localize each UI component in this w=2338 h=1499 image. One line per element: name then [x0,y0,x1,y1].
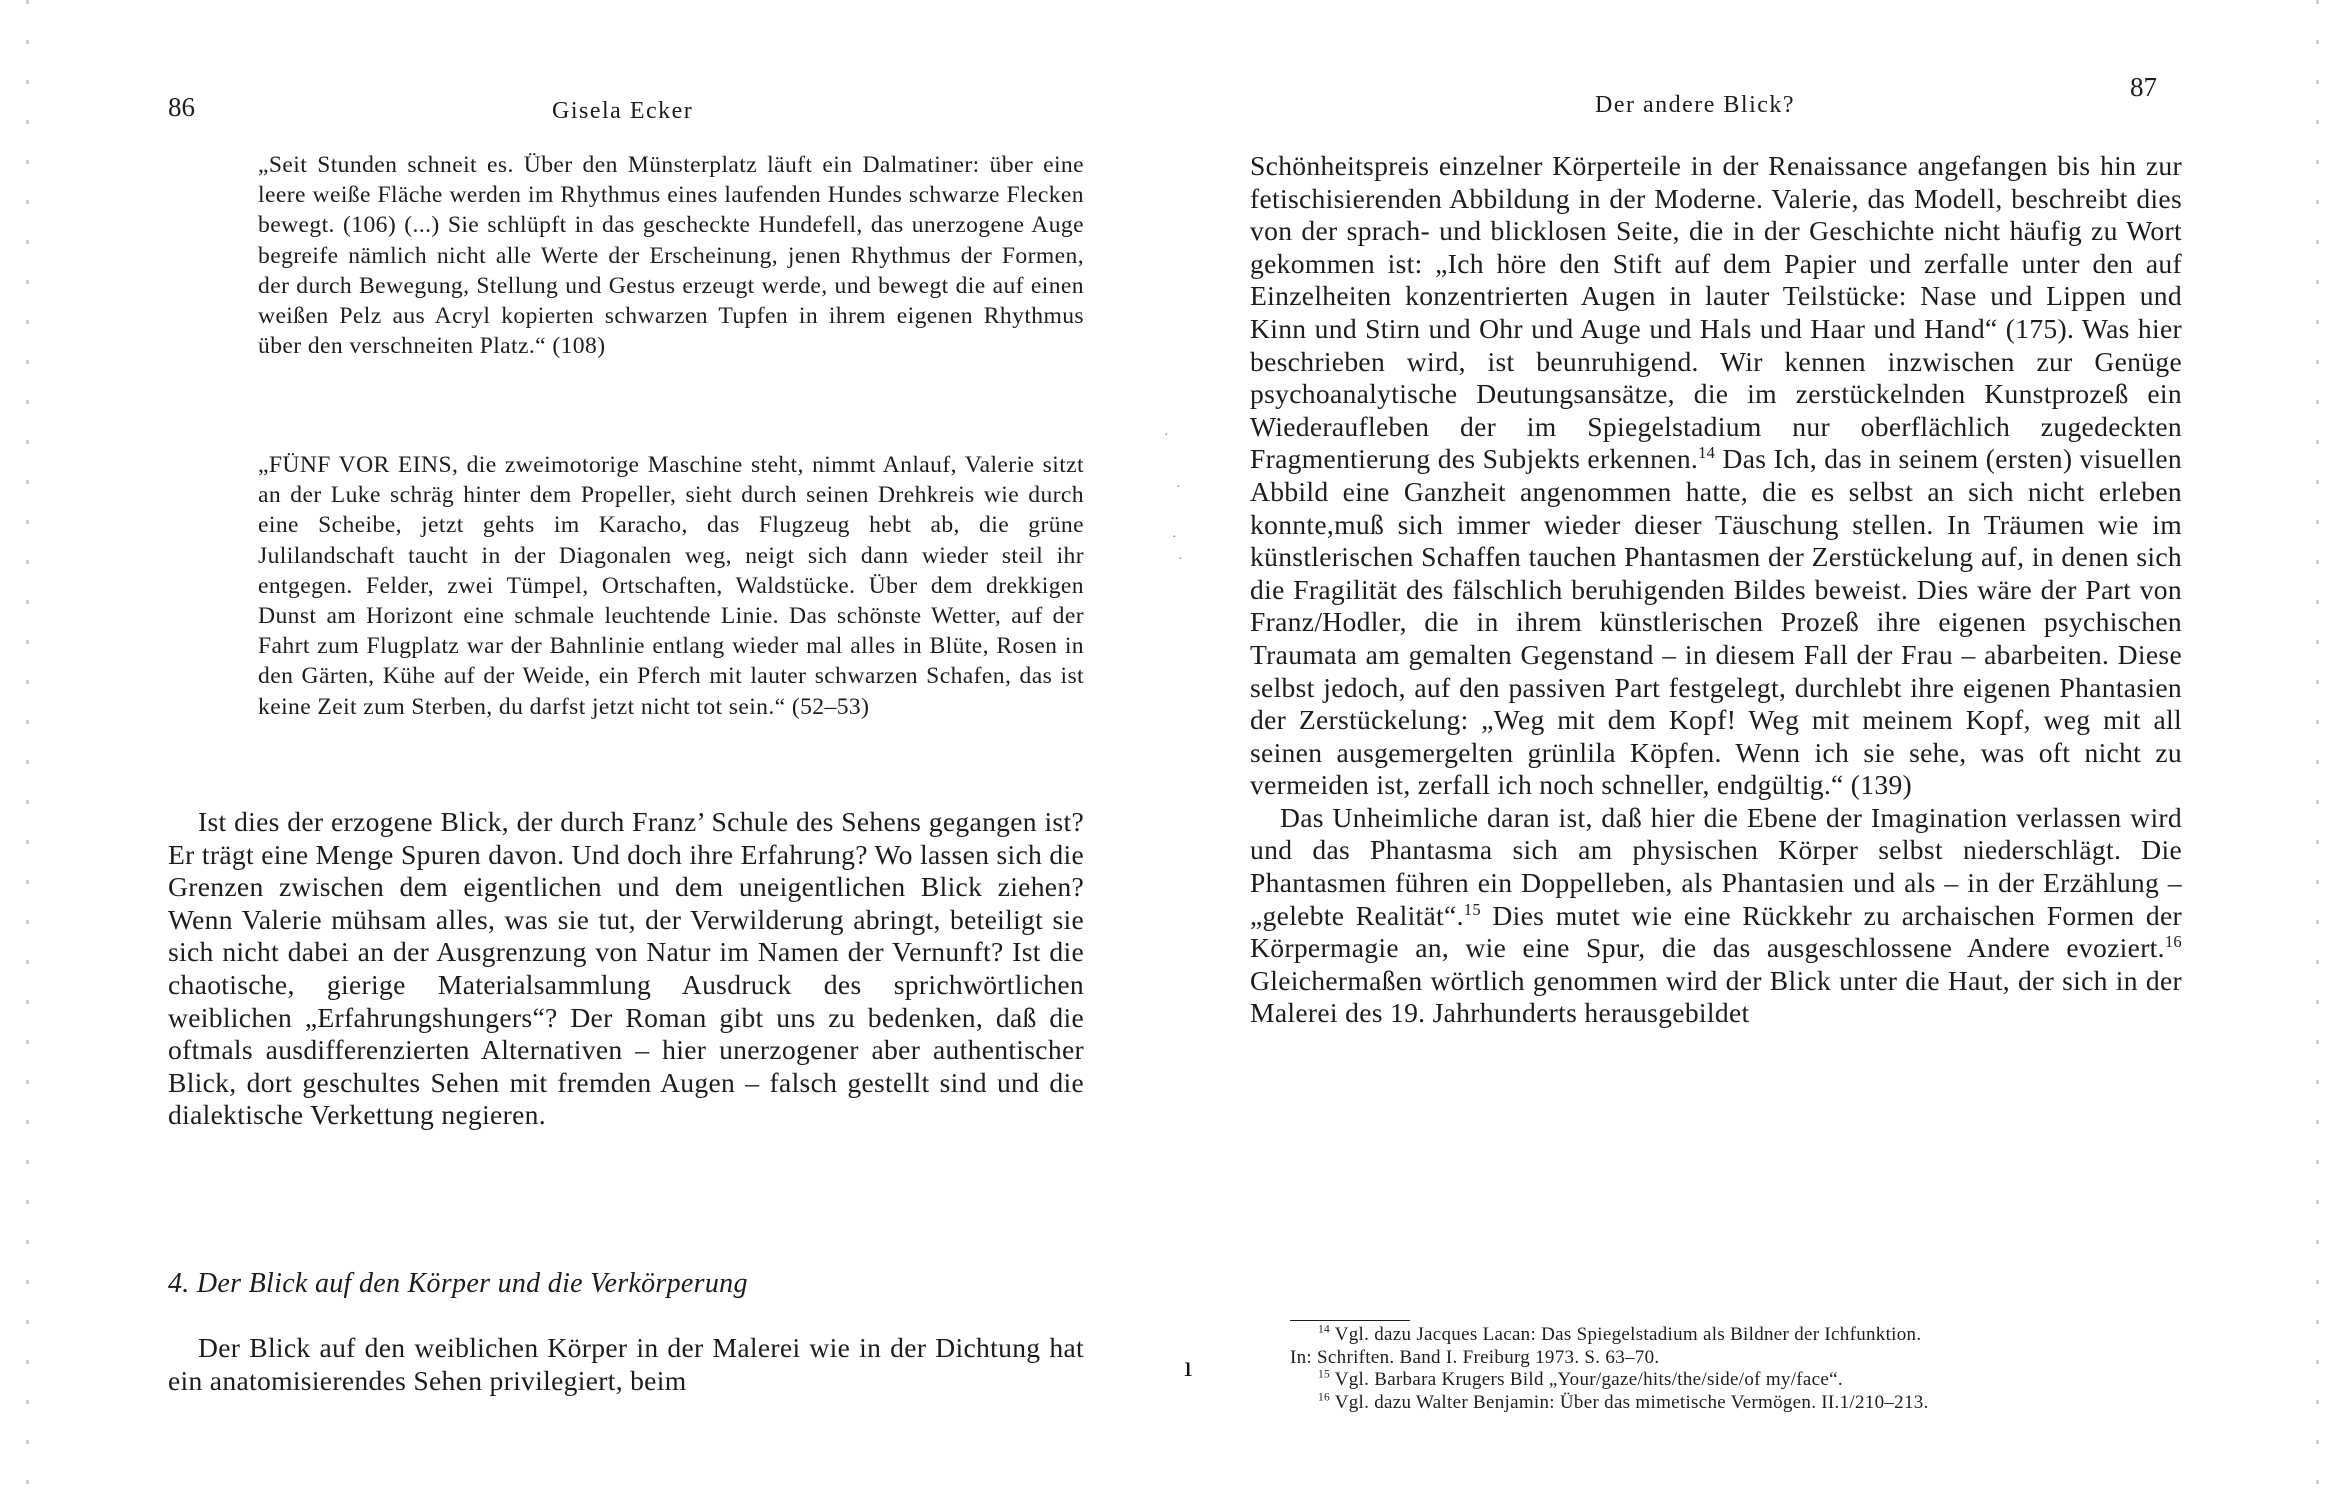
gutter-dot-1: · [1164,428,1169,443]
footnote-ref-16[interactable]: 16 [2164,932,2182,952]
paragraph-schoenheitspreis [1250,150,2182,802]
gutter-dot-4: · [1178,552,1183,567]
gutter-bar: ı [1184,1350,1193,1383]
footnote-ref-15[interactable]: 15 [1463,899,1481,919]
footnote-number-16: 16 [1318,1391,1330,1404]
paragraph-unheimliche-part1: Das Unheimliche daran ist, daß hier die Ebene der Imagination verlassen wird und das Phantasma sich am physischen Körper selbst niederschlägt. Die Phantasmen führen ein Doppelleben, als Phantasien und als – in der Erzählung – „gelebte Realität“. [1250,801,2182,931]
footnote-15 [1290,1369,2220,1392]
right-page [1170,0,2338,1499]
quote-dalmatiner: „Seit Stunden schneit es. Über den Münsterplatz läuft ein Dalmatiner: über eine leere weiße Fläche werden im Rhythmus eines laufenden Hundes schwarze Flecken bewegt. (106) (...) Sie schlüpft in das gescheckte Hundefell, das unerzogene Auge begreife nämlich nicht alle Werte der Erscheinung, jenen Rhythmus der Formen, der durch Bewegung, Stellung und Gestus erzeugt werde, und bewegt die auf einen weißen Pelz aus Acryl kopierten schwarzen Tupfen in ihrem eigenen Rhythmus über den verschneiten Platz.“ (108) [258,152,1084,360]
footnotes [1290,1310,2220,1414]
right-running-head: Der andere Blick? [1595,92,1796,118]
quote-block-1 [258,150,1084,361]
gutter-dot-2: · [1176,480,1181,495]
right-page-number: 87 [2130,72,2157,102]
left-running-head: Gisela Ecker [552,98,694,124]
left-body-text [168,806,1084,1132]
footnote-14 [1290,1324,2220,1347]
paragraph-unheimliche-part3: Gleichermaßen wörtlich genommen wird der Blick unter die Haut, der sich in der Malerei des 19. Jahrhunderts herausgebildet [1250,964,2182,1029]
left-page-number: 86 [168,92,195,122]
paragraph-unheimliche-part2: Dies mutet wie eine Rückkehr zu archaischen Formen der Körpermagie an, wie eine Spur, die das ausgeschlossene Andere evoziert. [1250,899,2183,964]
section-heading: 4. Der Blick auf den Körper und die Verkörperung [168,1268,748,1299]
paragraph-blick-koerper: Der Blick auf den weiblichen Körper in der Malerei wie in der Dichtung hat ein anatomisierendes Sehen privilegiert, beim [168,1332,1084,1396]
footnote-number-15: 15 [1318,1368,1330,1381]
footnote-ref-14[interactable]: 14 [1698,443,1716,463]
quote-block-2 [258,450,1084,722]
paragraph-unheimliche [1250,802,2182,1030]
footnote-14-continuation: In: Schriften. Band I. Freiburg 1973. S. 63–70. [1290,1346,1660,1368]
footnote-number-14: 14 [1318,1323,1330,1336]
paragraph-schoenheitspreis-part1: Schönheitspreis einzelner Körperteile in der Renaissance angefangen bis hin zur fetischisierenden Abbildung in der Moderne. Valerie, das Modell, beschreibt dies von der sprach- und blicklosen Seite, die in der Geschichte nicht häufig zu Wort gekommen ist: „Ich höre den Stift auf dem Papier und zerfalle unter den auf Einzelheiten konzentrierten Augen in lauter Teilstücke: Nase und Lippen und Kinn und Stirn und Ohr und Auge und Hals und Haar und Hand“ (175). Was hier beschrieben wird, ist beunruhigend. Wir kennen inzwischen zur Genüge psychoanalytische Deutungsansätze, die im zerstückelnden Kunstprozeß ein Wiederaufleben der im Spiegelstadium nur oberflächlich zugedeckten Fragmentierung des Subjekts erkennen. [1250,150,2182,475]
right-body-text [1250,150,2182,1030]
footnote-15-text: Vgl. Barbara Krugers Bild „Your/gaze/hits/the/side/of my/face“. [1334,1369,1843,1390]
quote-fuenf-vor-eins: „FÜNF VOR EINS, die zweimotorige Maschine steht, nimmt Anlauf, Valerie sitzt an der Luke schräg hinter dem Propeller, sieht durch seinen Drehkreis wie durch eine Scheibe, jetzt gehts im Karacho, das Flugzeug hebt ab, die grüne Julilandschaft taucht in der Diagonalen weg, neigt sich dann wieder steil ihr entgegen. Felder, zwei Tümpel, Ortschaften, Waldstücke. Über dem drekkigen Dunst am Horizont eine schmale leuchtende Linie. Das schönste Wetter, auf der Fahrt zum Flugplatz war der Bahnlinie entlang wieder mal alles in Blüte, Rosen in den Gärten, Kühe auf der Weide, ein Pferch mit lauter schwarzen Schafen, das ist keine Zeit zum Sterben, du darfst jetzt nicht tot sein.“ (52–53) [258,452,1084,720]
footnote-16 [1290,1392,2220,1415]
gutter-dot-3: · [1172,530,1177,545]
paragraph-schoenheitspreis-part2: Das Ich, das in seinem (ersten) visuellen Abbild eine Ganzheit angenommen hatte, die es selbst an sich nicht erleben konnte,muß sich immer wieder dieser Täuschung stellen. In Träumen wie im künstlerischen Schaffen tauchen Phantasmen der Zerstückelung auf, in denen sich die Fragilität des fälschlich beruhigenden Bildes beweist. Dies wäre der Part von Franz/Hodler, die in ihrem künstlerischen Prozeß ihre eigenen psychischen Traumata am gemalten Gegenstand – in diesem Fall der Frau – abarbeiten. Diese selbst jedoch, auf den passiven Part festgelegt, durchlebt ihre eigenen Phantasien der Zerstückelung: „Weg mit dem Kopf! Weg mit meinem Kopf, weg mit all seinen ausgemergelten grünlila Köpfen. Wenn ich sie sehe, was oft nicht zu vermeiden ist, zerfall ich noch schneller, endgültig.“ (139) [1250,443,2182,801]
footnote-14-text: Vgl. dazu Jacques Lacan: Das Spiegelstadium als Bildner der Ichfunktion. [1334,1324,1922,1345]
left-section-text [168,1332,1084,1397]
paragraph-erzogene-blick: Ist dies der erzogene Blick, der durch Franz’ Schule des Sehens gegangen ist? Er trägt eine Menge Spuren davon. Und doch ihre Erfahrung? Wo lassen sich die Grenzen zwischen dem eigentlichen und dem uneigentlichen Blick ziehen? Wenn Valerie mühsam alles, was sie tut, der Verwilderung abringt, beteiligt sie sich nicht dabei an der Ausgrenzung von Natur im Namen der Vernunft? Ist die chaotische, gierige Materialsammlung Ausdruck des sprichwörtlichen weiblichen „Erfahrungshungers“? Der Roman gibt uns zu bedenken, daß die oftmals ausdifferenzierten Alternativen – hier unerzogener aber authentischer Blick, dort geschultes Sehen mit fremden Augen – falsch gestellt sind und die dialektische Verkettung negieren. [168,806,1084,1131]
footnote-16-text: Vgl. dazu Walter Benjamin: Über das mimetische Vermögen. II.1/210–213. [1334,1391,1929,1413]
